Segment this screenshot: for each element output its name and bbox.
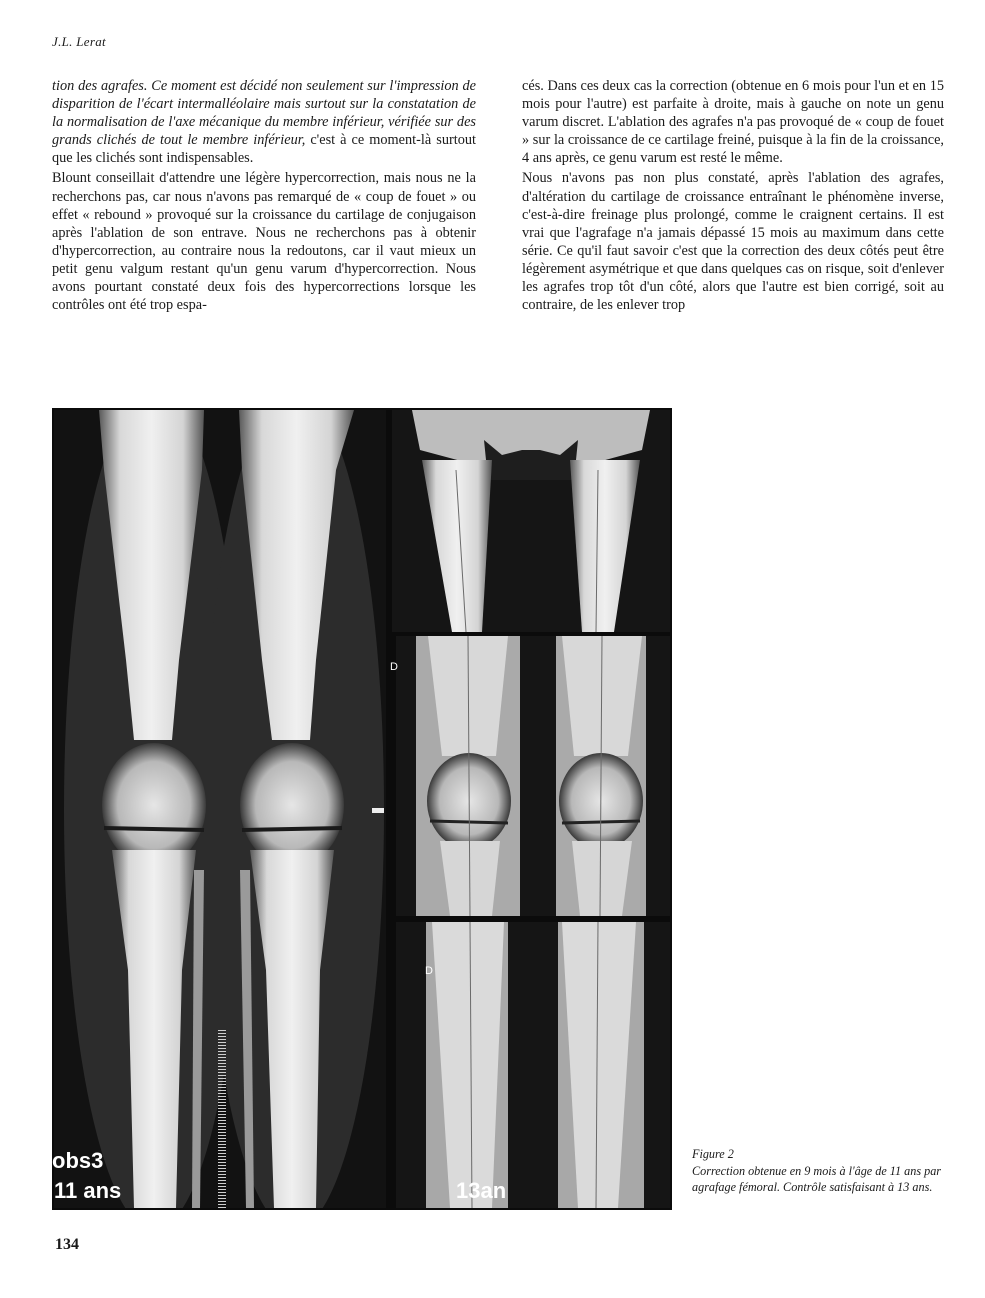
page-number: 134: [55, 1236, 79, 1253]
radiograph-11-years: [54, 410, 386, 1208]
running-head: J.L. Lerat: [52, 34, 106, 49]
left-column: [52, 77, 476, 316]
radiograph-side-marker-bottom: D: [425, 965, 433, 977]
figure-caption: [692, 1146, 962, 1196]
radiograph-side-marker-mid: D: [390, 661, 398, 673]
radiograph-pelvis-femurs: [392, 410, 670, 632]
radiograph-tibias-13-years: [396, 922, 670, 1208]
radiograph-figure: [52, 408, 672, 1210]
right-paragraph-2: Nous n'avons pas non plus constaté, après l'ablation des agrafes, d'altération du cartilage de croissance entraînant le phénomène inverse, c'est-à-dire freinage plus prolongé, comme le craignent certains. Il est vrai que l'agrafage n'a jamais dépassé 15 mois au maximum dans cette série. Ce qu'il faut savoir c'est que la correction des deux côtés peut être légèrement asymétrique et que dans quelques cas on risque, soit d'enlever les agrafes trop tôt d'un côté, alors que l'autre est bien corrigé, soit au contraire, de les enlever trop: [522, 170, 944, 314]
left-paragraph-2: Blount conseillait d'attendre une légère hypercorrection, mais nous ne la recherchons pas, car nous n'avons pas remarqué de « coup de fouet » ou effet « rebound » provoqué sur la croissance du cartilage de conjugaison après l'ablation de son entrave. Nous ne recherchons pas à obtenir d'hypercorrection, au contraire nous la redoutons, car il vaut mieux un petit genu valgum restant qu'un genu varum d'hypercorrection. Nous avons pourtant constaté deux fois des hypercorrections lorsque les contrôles ont été trop espa-: [52, 170, 476, 314]
right-paragraph-1: cés. Dans ces deux cas la correction (obtenue en 6 mois pour l'un et en 15 mois pour l'autre) est parfaite à droite, mais à gauche on note un genu varum discret. L'ablation des agrafes n'a pas provoqué de « coup de fouet » sur la croissance de ce cartilage freiné, puisque à la fin de la croissance, 4 ans après, ce genu varum est resté le même.: [522, 78, 944, 167]
figure-caption-title: Figure 2: [692, 1147, 734, 1161]
figure-caption-text: Correction obtenue en 9 mois à l'âge de 11 ans par agrafage fémoral. Contrôle satisfaisant à 13 ans.: [692, 1163, 942, 1194]
right-column: [522, 77, 944, 316]
radiograph-age-11-label: 11 ans: [54, 1178, 122, 1203]
radiograph-knees-13-years: [396, 636, 670, 916]
left-paragraph-1-italic: tion des agrafes. Ce moment est décidé non seulement sur l'impression de disparition de l'écart intermalléolaire mais surtout sur la constatation de la normalisation de l'axe mécanique du membre inférieur, vérifiée sur des grands clichés de tout le membre inférieur,: [52, 78, 476, 149]
radiograph-age-13-label: 13an: [456, 1178, 507, 1203]
left-paragraph-1: [52, 77, 476, 167]
radiograph-obs-label: obs3: [52, 1148, 104, 1173]
left-paragraph-1-rest: c'est à ce moment-là surtout que les clichés sont indispensables.: [52, 132, 476, 167]
